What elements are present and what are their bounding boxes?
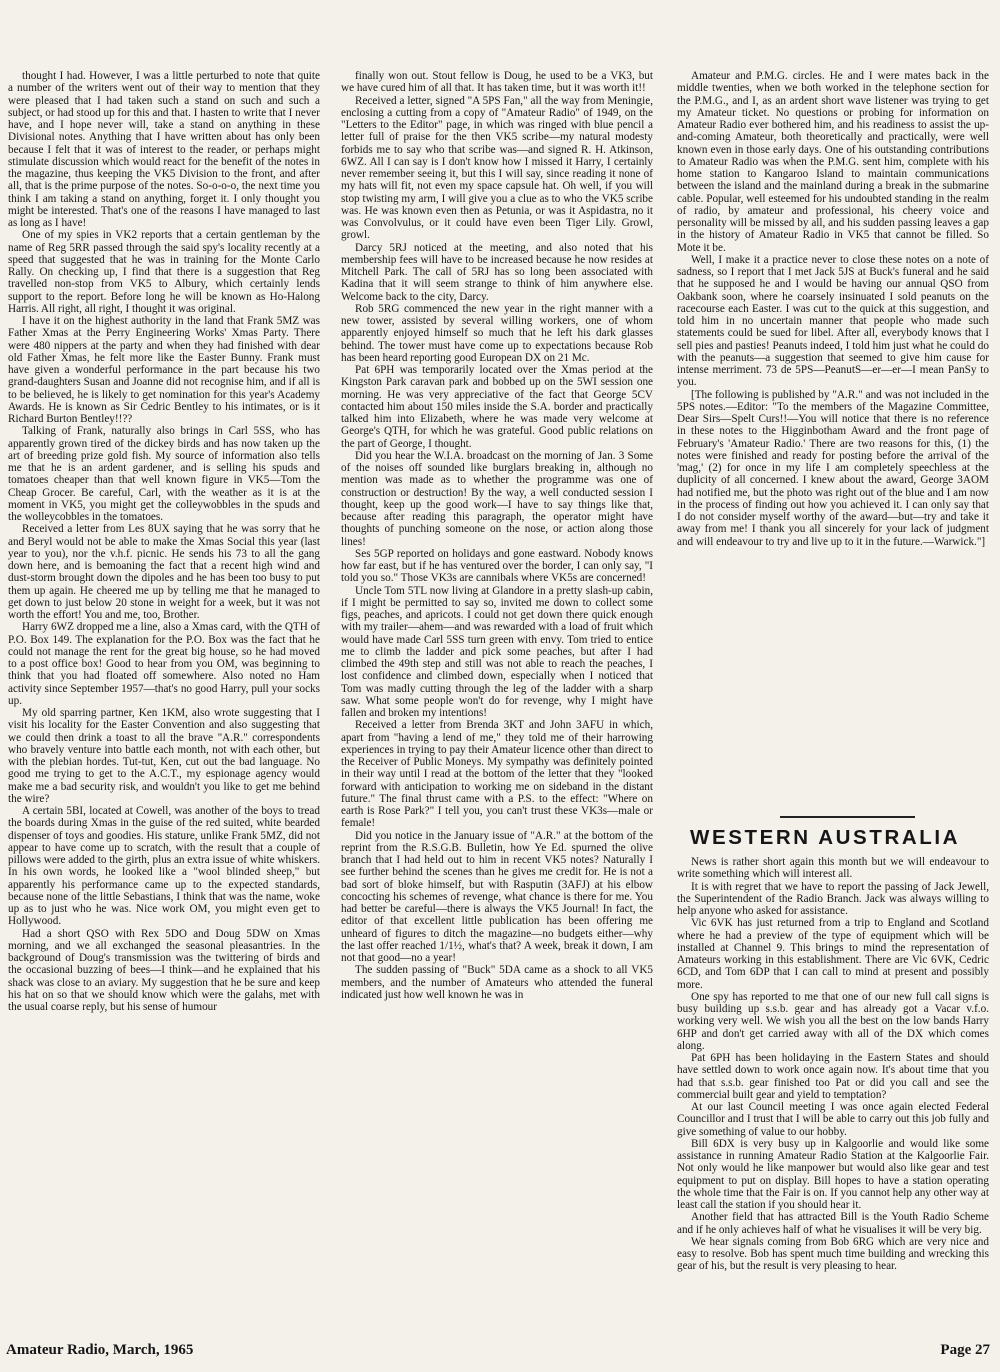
paragraph: Bill 6DX is very busy up in Kalgoorlie and would like some assistance in running Amateur Radio Station at the Kalgoorlie Fair. Not only would he like manpower but would also like gear and test equipment to put on display. Bill hopes to have a station operating the whole time that the Fair is on. If you cannot help any other way at least call the station if you should hear it. [677, 1137, 989, 1211]
paragraph: Had a short QSO with Rex 5DO and Doug 5DW on Xmas morning, and we all exchanged the seasonal pleasantries. In the background of Doug's transmission was the twittering of birds and the occasional buzzing of bees—I think—and he explained that his shack was close to an aviary. My suggestion that he be sure and keep his hat on so that we should know which were the galahs, met with the usual coarse reply, but his sense of humour [8, 927, 320, 1013]
paragraph: Amateur and P.M.G. circles. He and I were mates back in the middle twenties, when we both worked in the telephone section for the P.M.G., and I, as an ardent short wave listener was trying to get my Amateur ticket. No questions or probing for information on Amateur Radio ever bothered him, and his readiness to assist the up-and-coming Amateur, both theoretically and practically, were well known even in those early days. One of his outstanding contributions to Amateur Radio was when the P.M.G. sent him, complete with his home station to Kangaroo Island to maintain communications between the island and the mainland during a break in the submarine cable. Popular, well esteemed for his undoubted standing in the realm of radio, by amateur and professional, his cheery voice and personality will be missed by all, and his sudden passing leaves a gap in the history of Amateur Radio in VK5 that cannot be filled. So Mote it be. [677, 70, 989, 254]
paragraph: News is rather short again this month but we will endeavour to write something which will interest all. [677, 856, 989, 881]
paragraph: Talking of Frank, naturally also brings in Carl 5SS, who has apparently grown tired of the dickey birds and has now taken up the art of breeding prize gold fish. My source of information also tells me that he is an ardent gardener, and is selling his spuds and tomatoes cheaper than that well known figure in VK5—Tom the Cheap Grocer. Be careful, Carl, with the weather as it is at the moment in VK5, you might get the colleywobbles in the spuds and the wolleycobbles in the tomatoes. [8, 425, 320, 523]
page-footer [6, 1342, 990, 1364]
paragraph: Ses 5GP reported on holidays and gone eastward. Nobody knows how far east, but if he has ventured over the border, I can only say, "I told you so." Those VK3s are cannibals where VK5s are concerned! [341, 547, 653, 585]
section-divider [780, 816, 915, 818]
paragraph: Harry 6WZ dropped me a line, also a Xmas card, with the QTH of P.O. Box 149. The explanation for the P.O. Box was the fact that he could not manage the rent for the great big house, so he had moved to a post office box! Good to hear from you OM, was beginning to think that you had floated off somewhere. Also noted no Ham activity since September 1957—that's no good Harry, pull your socks up. [8, 621, 320, 707]
paragraph: Vic 6VK has just returned from a trip to England and Scotland where he had a preview of the type of equipment which will be installed at Channel 9. This brings to mind the representation of Amateurs working in this establishment. There are Vic 6VK, Cedric 6CD, and Tom 6DP that I can call to mind at present and possibly more. [677, 917, 989, 991]
paragraph: At our last Council meeting I was once again elected Federal Councillor and I trust that I will be able to carry out this job fully and give something of value to our hobby. [677, 1101, 989, 1138]
column-2 [341, 70, 653, 1338]
paragraph: My old sparring partner, Ken 1KM, also wrote suggesting that I visit his locality for the Easter Convention and also suggesting that we could then drink a toast to all the brave "A.R." correspondents who bravely venture into battle each month, not with each other, but with the plebian hordes. Tut-tut, Ken, cut out the bad language. No good me trying to get to the A.C.T., my espionage agency would make me a bad security risk, and wouldn't you like to get me behind the wire? [8, 707, 320, 805]
publication-line: Amateur Radio, March, 1965 [6, 1342, 194, 1358]
column-1 [8, 70, 320, 1338]
paragraph: I have it on the highest authority in the land that Frank 5MZ was Father Xmas at the Perry Engineering Works' Xmas Party. There were 480 nippers at the party and when they had finished with dear old Father Xmas, he felt more like the Easter Bunny. Frank must have given a wonderful performance in the part because his two grand-daughters Susan and Joanne did not recognise him, and if all is to be believed, he is likely to get nomination for this year's Academy Awards. He is known as Sir Cedric Bentley to his intimates, or is it Richard Burton Bentley!!?? [8, 315, 320, 425]
paragraph: It is with regret that we have to report the passing of Jack Jewell, the Superintendent of the Radio Branch. Jack was always willing to help anyone who asked for assistance. [677, 880, 989, 917]
paragraph: Did you notice in the January issue of "A.R." at the bottom of the reprint from the R.S.G.B. Bulletin, how Ye Ed. spurned the olive branch that I had held out to him in recent VK5 notes? Naturally I see further behind the scenes than he gives me credit for. He is not a bad sort of bloke himself, but with Rasputin (3AFJ) at his elbow concocting his schemes of revenge, what chance is there for me. You had better be careful—there is always the VK5 Journal! In fact, the editor of that excellent little publication has been offering me unheard of figures to ditch the magazine—no budgets either—why the last offer reached 1/1½, what's that? A week, break it down, I am not that good—no a year! [341, 829, 653, 964]
page-number: Page 27 [940, 1342, 990, 1358]
paragraph: We hear signals coming from Bob 6RG which are very nice and easy to resolve. Bob has spent much time building and wrecking this gear of his, but the result is very pleasing to hear. [677, 1235, 989, 1273]
paragraph: Darcy 5RJ noticed at the meeting, and also noted that his membership fees will have to be increased because he now resides at Mitchell Park. The call of 5RJ has so long been associated with Kadina that it will seem strange to think of him anywhere else. Welcome back to the city, Darcy. [341, 241, 653, 303]
paragraph: Rob 5RG commenced the new year in the right manner with a new tower, assisted by several willing workers, one of whom apparently enjoyed himself so much that he left his dark glasses behind. The tower must have come up to expectations because Rob has been heard reporting good European DX on 21 Mc. [341, 302, 653, 364]
paragraph: Received a letter from Les 8UX saying that he was sorry that he and Beryl would not be able to make the Xmas Social this year (last year to you), nor the v.h.f. picnic. He sends his 73 to all the gang down here, and is bemoaning the fact that a recent high wind and dust-storm brought down the dipoles and he has been too busy to put them up again. He cheered me up by telling me that he managed to get down to just below 20 stone in weight for a week, but it was not worth the effort! You and me, too, Brother. [8, 523, 320, 621]
paragraph: Uncle Tom 5TL now living at Glandore in a pretty slash-up cabin, if I might be permitted to say so, invited me down to collect some figs, peaches, and apricots. I could not get down there quick enough with my trailer—ahem—and was rewarded with a load of fruit which would have made Carl 5SS turn green with envy. Tom tried to entice me to climb the ladder and pick some peaches, but after I had climbed the 49th step and still was not able to reach the peaches, I lost confidence and climbed down, especially when I noticed that Tom was madly cutting through the leg of the ladder with a sharp saw. What some people won't do for revenge, why I might have fallen and broken my intentions! [341, 584, 653, 719]
paragraph: Received a letter, signed "A 5PS Fan," all the way from Meningie, enclosing a cutting from a copy of "Amateur Radio" of 1949, on the "Letters to the Editor" page, in which was ringed with blue pencil a letter full of praise for the then VK5 scribe—my natural modesty forbids me to say who that scribe was—and signed R. H. Atkinson, 6WZ. All I can say is I don't know how I missed it Harry, I certainly never remember seeing it, but this I will say, since reading it none of my hats will fit, not even my space capsule hat. Oh well, if you will stop twisting my arm, I will give you a clue as to who the VK5 scribe was. He was known even then as Petunia, or was it Aspidastra, no it was Convolvulus, or it could have even been Tiger Lily. Growl, growl. [341, 94, 653, 242]
paragraph: thought I had. However, I was a little perturbed to note that quite a number of the writers went out of their way to mention that they were pleased that I had taken such a stand on such and such a subject, or had stood up for this and that. I hasten to write that I never have, and I hope never will, take a stand on anything in these Divisional notes. Anything that I have written about has only been because I felt that it was of interest to the reader, or perhaps might stimulate discussion which would react for the benefit of the notes in the magazine, thus keeping the VK5 Division to the front, and after all, that is the prime purpose of the notes. So-o-o-o, the next time you think I am taking a stand on anything, forget it. I only thought you might be interested. That's one of the reasons I have managed to last as long as I have! [8, 70, 320, 229]
paragraph: Another field that has attracted Bill is the Youth Radio Scheme and if he only achieves half of what he visualises it will be very big. [677, 1211, 989, 1236]
paragraph: [The following is published by "A.R." and was not included in the 5PS notes.—Editor: "To the members of the Magazine Committee, Dear Sirs—Spelt Curs!!—You will notice that there is no reference in these notes to the Higginbotham Award and the front page of February's 'Amateur Radio.' There are two reasons for this, (1) the notes were finished and ready for posting before the arrival of the 'mag,' (2) for once in my life I am completely speechless at the duplicity of all concerned. I knew about the award, George 3AOM had notified me, but the photo was right out of the blue and I am now in the process of finding out how you achieved it. I can only say that I do not consider myself worthy of the award—but—try and take it away from me! I thank you all sincerely for your lack of judgment and will endeavour to try and live up to it in the future.—Warwick."] [677, 388, 989, 548]
paragraph: One spy has reported to me that one of our new full call signs is busy building up s.s.b. gear and has already got a Vacar v.f.o. working very well. We wish you all the best on the low bands Harry 6HP and don't get carried away with all of the DX which comes along. [677, 990, 989, 1052]
paragraph: Pat 6PH has been holidaying in the Eastern States and should have settled down to work once again now. It's about time that you had that s.s.b. gear finished too Pat or did you call and see the commercial built gear and yield to temptation? [677, 1052, 989, 1101]
paragraph: Pat 6PH was temporarily located over the Xmas period at the Kingston Park caravan park and bobbed up on the 5WI session one morning. He was very appreciative of the fact that George 5CV contacted him about 150 miles inside the S.A. border and practically talked him into Elizabeth, where he was made very welcome at George's QTH, for which he was grateful. Good public relations on the part of George, I thought. [341, 364, 653, 450]
paragraph: finally won out. Stout fellow is Doug, he used to be a VK3, but we have cured him of all that. It has taken time, but it was worth it!! [341, 70, 653, 95]
paragraph: Well, I make it a practice never to close these notes on a note of sadness, so I report that I met Jack 5JS at Buck's funeral and he said that he supposed he and I would be having our annual QSO from Oakbank soon, where he coarsely insinuated I sold peanuts on the racecourse each Easter. I was cut to the quick at this suggestion, and told him in no uncertain manner that people who made such statements could be sued for libel. After all, everybody knows that I sell pies and pasties! Peanuts indeed, I told him just what he could do with the peanuts—a suggestion that seemed to give him cause for intense merriment. 73 de 5PS—PeanutS—er—er—I mean PanSy to you. [677, 253, 989, 389]
paragraph: A certain 5BI, located at Cowell, was another of the boys to tread the boards during Xmas in the guise of the red suited, white bearded dispenser of toys and goodies. His stature, unlike Frank 5MZ, did not appear to have come up to scratch, with the result that a couple of pillows were added to the girth, plus an extra issue of white whiskers. In his own words, he looked like a "wool blinded sheep," but apparently his performance came up to the expected standards, because none of the little Sebastians, I think that was the name, woke up as to just who he was. Nice work OM, you might even get to Hollywood. [8, 805, 320, 928]
paragraph: The sudden passing of "Buck" 5DA came as a shock to all VK5 members, and the number of Amateurs who attended the funeral indicated just how well known he was in [341, 964, 653, 1001]
paragraph: Did you hear the W.I.A. broadcast on the morning of Jan. 3 Some of the noises off sounded like burglars breaking in, although no mention was made as to whether the programme was one of construction or destruction! By the way, a well conducted session I thought, keep up the good work—I have to say things like that, because after reading this paragraph, the operator might have thoughts of punching someone on the nose, or action along those lines! [341, 449, 653, 548]
column-3 [677, 70, 989, 812]
western-australia-section [677, 856, 989, 1338]
section-heading: WESTERN AUSTRALIA [690, 826, 961, 849]
paragraph: Received a letter from Brenda 3KT and John 3AFU in which, apart from "having a lend of me," they told me of their harrowing experiences in trying to pay their Amateur licence other than direct to the Receiver of Public Moneys. My sympathy was definitely pointed in their way until I read at the bottom of the letter that they "looked forward with anticipation to working me on sideband in the distant future." The final thrust came with a P.S. to the effect: "Where on earth is Rose Park?" I tell you, you can't trust these VK3s—male or female! [341, 719, 653, 830]
paragraph: One of my spies in VK2 reports that a certain gentleman by the name of Reg 5RR passed through the said spy's locality recently at a speed that suggested that he was in training for the Monte Carlo Rally. On checking up, I find that there is a suggestion that Reg travelled non-stop from VK5 to Albury, which certainly lends support to the report. Before long he will be known as Ho-Halong Harris. All right, all right, I thought it was original. [8, 229, 320, 315]
